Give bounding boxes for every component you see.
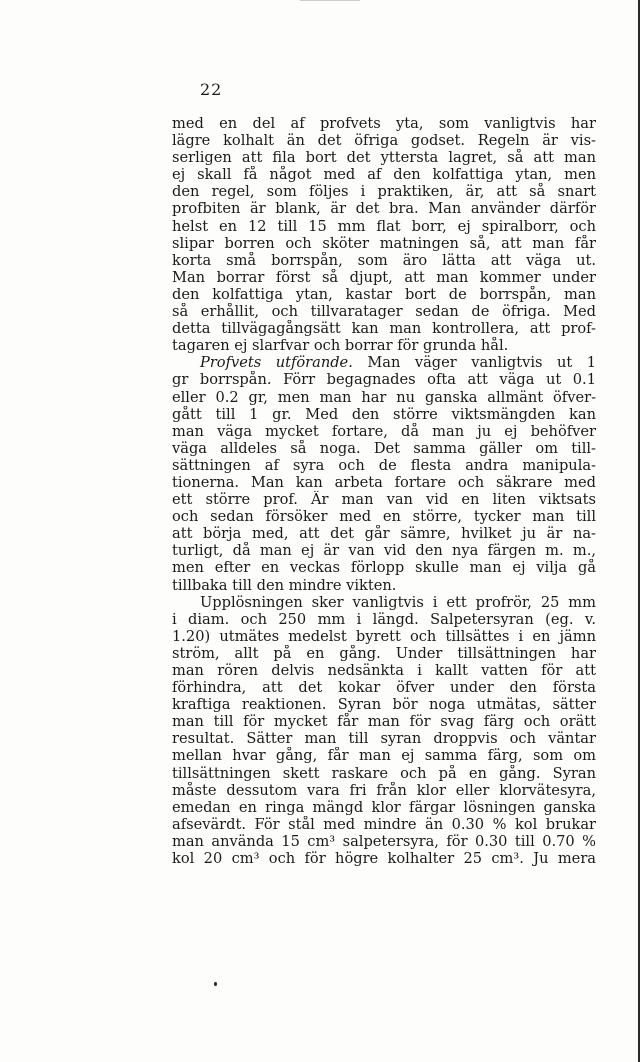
text-line: lägre kolhalt än det öfriga godset. Regeln är vis- xyxy=(172,132,596,150)
text-line: man använda 15 cm³ salpetersyra, för 0.30 till 0.70 % xyxy=(172,832,596,850)
top-edge-mark xyxy=(300,0,360,1)
text-line: mellan hvar gång, får man ej samma färg, som om xyxy=(172,747,596,765)
section-heading-line xyxy=(172,354,596,371)
text-line: måste dessutom vara fri från klor eller klorvätesyra, xyxy=(172,781,596,799)
text-line: turligt, då man ej är van vid den nya färgen m. m., xyxy=(172,542,596,560)
text-line: den regel, som följes i praktiken, är, att så snart xyxy=(172,183,596,201)
text-line: afsevärdt. För stål med mindre än 0.30 % kol brukar xyxy=(172,815,596,833)
text-line: detta tillvägagångsätt kan man kontrollera, att prof- xyxy=(172,320,596,338)
text-line: tillbaka till den mindre vikten. xyxy=(172,576,397,594)
section-heading: Profvets utförande. xyxy=(200,354,353,372)
text-line: tagaren ej slarfvar och borrar för grunda hål. xyxy=(172,337,509,355)
text-line: resultat. Sätter man till syran droppvis och väntar xyxy=(172,730,596,748)
text-line: serligen att fila bort det yttersta lagret, så att man xyxy=(172,149,596,167)
text-line: i diam. och 250 mm i längd. Salpetersyran (eg. v. xyxy=(172,610,596,628)
text-line: profbiten är blank, är det bra. Man använder därför xyxy=(172,200,596,218)
text-line: ett större prof. Är man van vid en liten viktsats xyxy=(172,491,596,509)
text-line: kol 20 cm³ och för högre kolhalter 25 cm³. Ju mera xyxy=(172,850,596,868)
text-line: men efter en veckas förlopp skulle man ej vilja gå xyxy=(172,559,596,577)
body-text xyxy=(172,115,596,867)
text-line: väga alldeles så noga. Det samma gäller om till- xyxy=(172,439,596,457)
text-line: förhindra, att det kokar öfver under den första xyxy=(172,679,596,697)
text-line: eller 0.2 gr, men man har nu ganska allmänt öfver- xyxy=(172,388,596,406)
text-line: kraftiga reaktionen. Syran bör noga utmätas, sätter xyxy=(172,696,596,714)
section-heading-rest: Man väger vanligtvis ut 1 xyxy=(352,354,596,372)
text-line: man väga mycket fortare, då man ju ej behöfver xyxy=(172,422,596,440)
text-line: korta små borrspån, som äro lätta att väga ut. xyxy=(172,251,596,269)
text-line: tillsättningen skett raskare och på en gång. Syran xyxy=(172,764,596,782)
text-line: man rören delvis nedsänkta i kallt vatten för att xyxy=(172,662,596,679)
text-line: tionerna. Man kan arbeta fortare och säkrare med xyxy=(172,473,596,491)
text-line: den kolfattiga ytan, kastar bort de borrspån, man xyxy=(172,285,596,303)
text-line: ström, allt på en gång. Under tillsättningen har xyxy=(172,644,596,662)
text-line: emedan en ringa mängd klor färgar lösningen ganska xyxy=(172,798,596,816)
text-line: med en del af profvets yta, som vanligtvis har xyxy=(172,115,596,132)
text-line: och sedan försöker med en större, tycker man till xyxy=(172,508,596,526)
text-line: ej skall få något med af den kolfattiga ytan, men xyxy=(172,166,596,184)
page-number: 22 xyxy=(200,80,223,99)
text-line: så erhållit, och tillvaratager sedan de öfriga. Med xyxy=(172,303,596,321)
text-line: sättningen af syra och de flesta andra manipula- xyxy=(172,456,596,474)
text-line: gått till 1 gr. Med den större viktsmängden kan xyxy=(172,405,596,423)
text-line: man till för mycket får man för svag färg och orätt xyxy=(172,713,596,731)
text-line: att börja med, att det går sämre, hvilket ju är na- xyxy=(172,525,596,543)
text-line: Upplösningen sker vanligtvis i ett profrör, 25 mm xyxy=(200,593,596,611)
text-line: slipar borren och sköter matningen så, att man får xyxy=(172,234,596,252)
text-line: helst en 12 till 15 mm flat borr, ej spiralborr, och xyxy=(172,217,596,235)
text-line: Man borrar först så djupt, att man kommer under xyxy=(172,268,596,286)
text-line: gr borrspån. Förr begagnades ofta att väga ut 0.1 xyxy=(172,371,596,389)
ink-speck xyxy=(214,982,217,986)
text-line: 1.20) utmätes medelst byrett och tillsättes i en jämn xyxy=(172,627,596,645)
